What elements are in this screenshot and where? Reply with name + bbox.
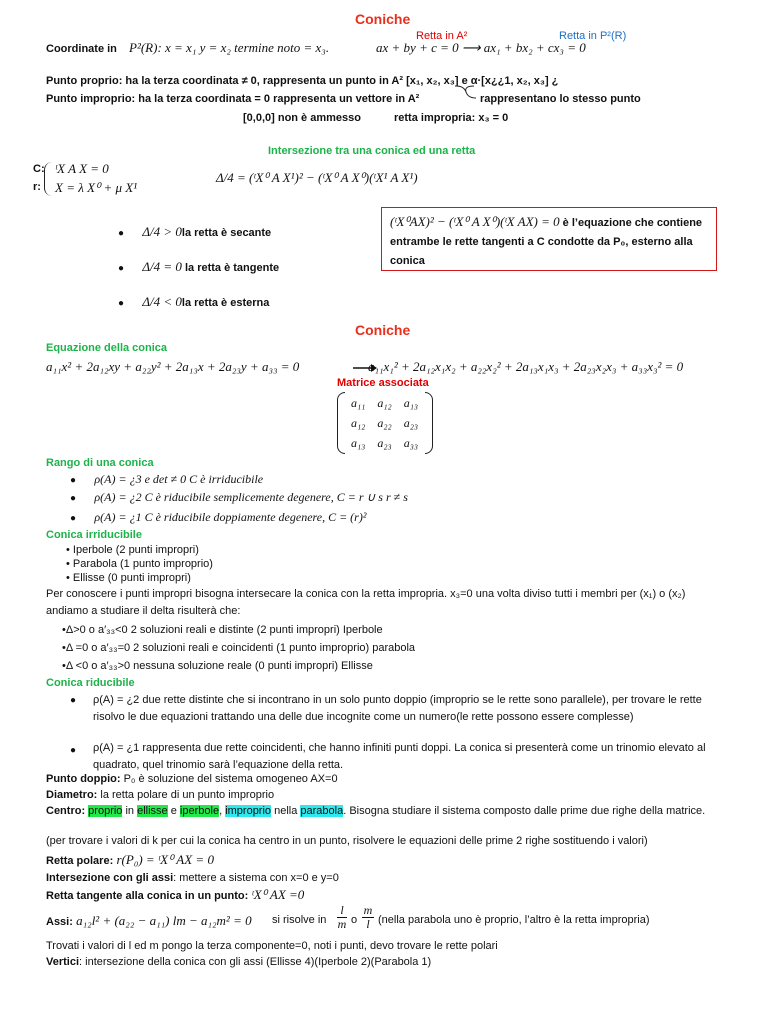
- delta-case: •Δ>0 o a′₃₃<0 2 soluzioni reali e distinte (2 punti impropri) Iperbole: [62, 624, 383, 636]
- eq-conica-projective: a₁₁x₁² + 2a₁₂x₁x₂ + a₂₂x₂² + 2a₁₃x₁x₃ + 2a₂₃x₂x₃ + a₃₃x₃² = 0: [368, 359, 684, 374]
- case-tangente: ● Δ/4 = 0 la retta è tangente: [118, 259, 280, 274]
- eq-conica-heading: Equazione della conica: [46, 342, 168, 354]
- assi-parabola-note: (nella parabola uno è proprio, l’altro è la retta impropria): [378, 914, 650, 926]
- riducibile-heading: Conica riducibile: [46, 677, 135, 689]
- bullet-icon: ●: [70, 745, 77, 756]
- fraction-m-over-l: m l: [363, 903, 373, 931]
- non-ammesso-text: [0,0,0] non è ammesso: [243, 112, 361, 124]
- diametro-line: Diametro: la retta polare di un punto improprio: [46, 789, 275, 801]
- assi-o: o: [351, 914, 358, 926]
- system-eq1: ᵗX A X = 0: [55, 161, 109, 176]
- retta-tangente-line: Retta tangente alla conica in un punto: ᵗX⁰ AX =0: [46, 887, 305, 902]
- bullet-icon: ●: [70, 695, 77, 706]
- retta-p2-label: Retta in P²(R): [559, 30, 627, 42]
- intersezione-assi-line: Intersezione con gli assi: mettere a sistema con x=0 e y=0: [46, 872, 339, 884]
- trovati-line: Trovati i valori di l ed m pongo la terza componente=0, noti i punti, devo trovare le rette polari: [46, 940, 498, 952]
- retta-equation: ax + by + c = 0 ⟶ ax₁ + bx₂ + cx₃ = 0: [376, 40, 586, 55]
- riducibile-item: ρ(A) = ¿2 due rette distinte che si incontrano in un solo punto doppio (improprio se le rette sono parallele), per trovare le rette risolvo le due equazioni trattando una delle due incognite come un numero(le rette possono essere complesse): [93, 694, 702, 723]
- rango-item: ● ρ(A) = ¿2 C è riducibile semplicemente degenere, C = r ∪ s r ≠ s: [70, 490, 408, 504]
- case-secante: ● Δ/4 > 0la retta è secante: [118, 224, 272, 239]
- irriducibile-item: • Parabola (1 punto improprio): [66, 558, 213, 570]
- rango-item: ● ρ(A) = ¿1 C è riducibile doppiamente degenere, C = (r)²: [70, 510, 367, 524]
- matrice-heading: Matrice associata: [337, 377, 429, 389]
- retta-impropria-text: retta impropria: x₃ = 0: [394, 112, 509, 124]
- eq-conica: a₁₁x² + 2a₁₂xy + a₂₂y² + 2a₁₃x + 2a₂₃y + a₃₃ = 0: [46, 359, 300, 374]
- case-esterna: ● Δ/4 < 0la retta è esterna: [118, 294, 270, 309]
- system-r-label: r:: [33, 181, 41, 193]
- riducibile-item: ρ(A) = ¿1 rappresenta due rette coincidenti, che hanno infiniti punti doppi. La conica si presenterà come un trinomio elevato al quadrato, quel trinomio sarà l’equazione della retta.: [93, 742, 706, 771]
- punto-doppio-line: Punto doppio: P₀ è soluzione del sistema omogeneo AX=0: [46, 773, 338, 785]
- intersezione-heading: Intersezione tra una conica ed una retta: [268, 145, 476, 157]
- system-brace: [44, 162, 53, 196]
- page-title: Coniche: [355, 11, 411, 27]
- delta-formula: Δ/4 = (ᵗX⁰ A X¹)² − (ᵗX⁰ A X⁰)(ᵗX¹ A X¹): [216, 170, 418, 185]
- centro-line: Centro: proprio in ellisse e iperbole, improprio nella parabola. Bisogna studiare il sistema composto dalle prime due righe della matrice.: [46, 805, 706, 817]
- delta-case: •Δ <0 o a′₃₃>0 nessuna soluzione reale (0 punti impropri) Ellisse: [62, 660, 373, 672]
- punto-proprio-line: Punto proprio: ha la terza coordinata ≠ 0, rappresenta un punto in A² [x₁, x₂, x₃] e α·[x¿¿1, x₂, x₃] ¿: [46, 75, 559, 87]
- associated-matrix: a₁₁ a₁₂ a₁₃ a₁₂ a₂₂ a₂₃ a₁₃ a₂₃ a₃₃: [337, 392, 433, 454]
- assi-si-risolve: si risolve in: [272, 914, 327, 926]
- rappresentano-text: rappresentano lo stesso punto: [480, 93, 641, 105]
- system-eq2: X = λ X⁰ + μ X¹: [55, 180, 138, 195]
- per-trovare-note: (per trovare i valori di k per cui la conica ha centro in un punto, risolvere le equazioni delle prime 2 righe sostituendo i valori): [46, 835, 648, 847]
- irriducibile-item: • Ellisse (0 punti impropri): [66, 572, 191, 584]
- tangent-equation-note: (ᵗX⁰AX)² − (ᵗX⁰ A X⁰)(ᵗX AX) = 0 è l’equazione che contiene entrambe le rette tangenti a C condotte da P₀, esterno alla conica: [381, 207, 717, 271]
- rango-heading: Rango di una conica: [46, 457, 154, 469]
- irriducibile-heading: Conica irriducibile: [46, 529, 142, 541]
- fraction-l-over-m: l m: [337, 903, 347, 931]
- coordinate-formula: P²(R): x = x₁ y = x₂ termine noto = x₃.: [129, 40, 330, 55]
- system-c-label: C:: [33, 163, 45, 175]
- punto-improprio-line: Punto improprio: ha la terza coordinata = 0 rappresenta un vettore in A²: [46, 93, 420, 105]
- vertici-line: Vertici: intersezione della conica con gli assi (Ellisse 4)(Iperbole 2)(Parabola 1): [46, 956, 432, 968]
- per-conoscere-paragraph: Per conoscere i punti impropri bisogna intersecare la conica con la retta impropria. x₃=0 una volta diviso tutti i membri per (x₁) o (x₂) andiamo a studiare il delta risulterà che:: [46, 588, 686, 617]
- rango-item: ● ρ(A) = ¿3 e det ≠ 0 C è irriducibile: [70, 472, 264, 486]
- retta-polare-line: Retta polare: r(P₀) = ᵗX⁰ AX = 0: [46, 852, 214, 867]
- assi-line: Assi: a₁₂l² + (a₂₂ − a₁₁) lm − a₁₂m² = 0: [46, 913, 252, 928]
- delta-case: •Δ =0 o a′₃₃=0 2 soluzioni reali e coincidenti (1 punto improprio) parabola: [62, 642, 416, 654]
- coordinate-label: Coordinate in: [46, 43, 117, 55]
- retta-a2-label: Retta in A²: [416, 30, 468, 42]
- irriducibile-item: • Iperbole (2 punti impropri): [66, 544, 199, 556]
- section-title-coniche: Coniche: [355, 322, 411, 338]
